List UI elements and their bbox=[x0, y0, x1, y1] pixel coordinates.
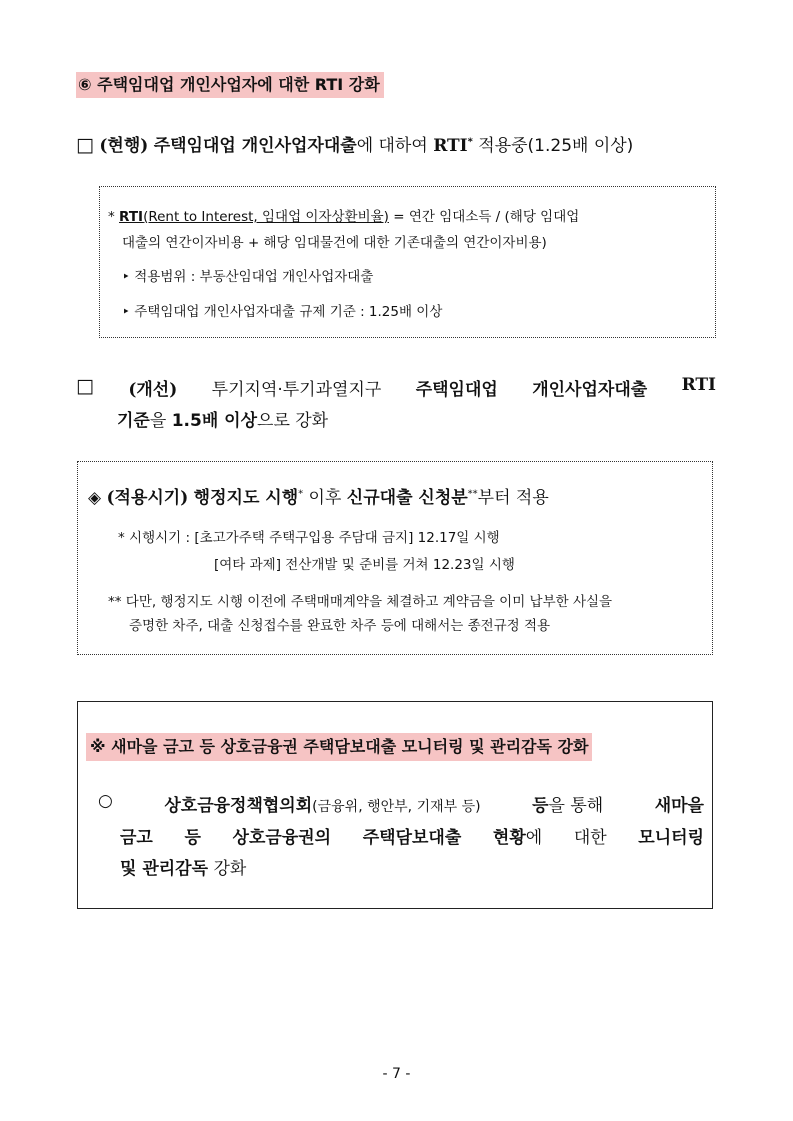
saemaeul-text1: 을 통해 bbox=[548, 796, 604, 816]
improve-line2-bold1: 기준 bbox=[117, 411, 150, 431]
timing-box bbox=[77, 461, 713, 655]
timing-line bbox=[88, 483, 549, 508]
line2-b4: 주택담보대출 bbox=[362, 828, 462, 848]
timing-bold2: 신규대출 신청분 bbox=[346, 488, 468, 508]
saemaeul-line-3 bbox=[120, 854, 246, 879]
improve-line-1 bbox=[76, 375, 716, 400]
regulation-item: ‣ 주택임대업 개인사업자대출 규제 기준 : 1.25배 이상 bbox=[122, 304, 443, 320]
improve-bold2: 개인사업자대출 bbox=[532, 380, 648, 400]
line3-bold: 및 관리감독 bbox=[120, 859, 209, 879]
timing-note2-line1: ** 다만, 행정지도 시행 이전에 주택매매계약을 체결하고 계약금을 이미 납부한 사실을 bbox=[108, 594, 613, 610]
line3-text: 강화 bbox=[213, 859, 247, 879]
rti-formula-2: 대출의 연간이자비용 + 해당 임대물건에 대한 기존대출의 연간이자비용) bbox=[122, 235, 547, 251]
diamond-bullet-icon: ◈ bbox=[88, 488, 102, 508]
improve-line2-text2: 으로 강화 bbox=[257, 411, 329, 431]
improve-tag: (개선) bbox=[128, 380, 178, 400]
council-name: 상호금융정책협의회 bbox=[164, 796, 313, 816]
rti-formula-1: = 연간 임대소득 / (해당 임대업 bbox=[393, 209, 580, 225]
line2-b3: 상호금융권의 bbox=[232, 828, 332, 848]
line2-b5: 현황 bbox=[492, 828, 526, 848]
timing-text1: 이후 bbox=[308, 488, 342, 508]
square-bullet-icon: □ bbox=[76, 375, 94, 397]
line2-t2: 대한 bbox=[573, 828, 607, 848]
timing-bold1: 행정지도 시행 bbox=[193, 488, 299, 508]
timing-note2-line2: 증명한 차주, 대출 신청접수를 완료한 차주 등에 대해서는 종전규정 적용 bbox=[129, 618, 551, 634]
timing-text2: 부터 적용 bbox=[477, 488, 549, 508]
rti-def-line bbox=[108, 205, 579, 225]
saemaeul-box bbox=[77, 701, 713, 909]
timing-note1-line2: [여타 과제] 전산개발 및 준비를 거쳐 12.23일 시행 bbox=[214, 557, 515, 573]
current-tag: (현행) bbox=[99, 136, 149, 156]
timing-tag: (적용시기) bbox=[106, 488, 189, 508]
improve-text1: 투기지역·투기과열지구 bbox=[211, 380, 382, 400]
saemaeul-title: ※ 새마을 금고 등 상호금융권 주택담보대출 모니터링 및 관리감독 강화 bbox=[86, 733, 592, 761]
saemaeul-line-2 bbox=[120, 823, 704, 848]
current-text2: 적용중(1.25배 이상) bbox=[478, 136, 634, 156]
section-heading: ⑥ 주택임대업 개인사업자에 대한 RTI 강화 bbox=[76, 72, 384, 98]
square-bullet-icon: □ bbox=[76, 134, 94, 156]
page-number: - 7 - bbox=[382, 1066, 411, 1082]
improve-line-2 bbox=[117, 406, 328, 431]
line2-b1: 금고 bbox=[120, 828, 153, 848]
timing-star1: * bbox=[298, 488, 304, 500]
improve-bold3: RTI bbox=[681, 375, 716, 395]
timing-note1-line1: * 시행시기 : [초고가주택 주택구입용 주담대 금지] 12.17일 시행 bbox=[118, 530, 500, 546]
council-members: (금융위, 행안부, 기재부 등) bbox=[312, 799, 481, 815]
rti-definition: (Rent to Interest, 임대업 이자상환비율) bbox=[143, 209, 389, 225]
improve-bold1: 주택임대업 bbox=[415, 380, 498, 400]
current-policy-line bbox=[76, 131, 633, 156]
line2-b2: 등 bbox=[184, 828, 201, 848]
improve-line2-bold2: 1.5배 이상 bbox=[171, 411, 258, 431]
improve-line2-text1: 을 bbox=[149, 411, 167, 431]
rti-note-box bbox=[99, 186, 716, 338]
note-star: * bbox=[108, 209, 115, 225]
saemaeul-bold3: 새마을 bbox=[654, 796, 704, 816]
timing-star2: ** bbox=[467, 488, 478, 500]
saemaeul-line-1 bbox=[98, 791, 704, 816]
scope-item: ‣ 적용범위 : 부동산임대업 개인사업자대출 bbox=[122, 269, 374, 285]
line2-b6: 모니터링 bbox=[638, 828, 704, 848]
rti-term: RTI bbox=[119, 209, 144, 225]
rti-label: RTI bbox=[433, 136, 468, 156]
line2-t1: 에 bbox=[525, 828, 543, 848]
saemaeul-bold2: 등 bbox=[532, 796, 549, 816]
current-text1: 에 대하여 bbox=[356, 136, 428, 156]
rti-star: * bbox=[467, 136, 473, 148]
current-bold-text: 주택임대업 개인사업자대출 bbox=[153, 136, 357, 156]
circle-bullet-icon: ○ bbox=[98, 791, 113, 811]
